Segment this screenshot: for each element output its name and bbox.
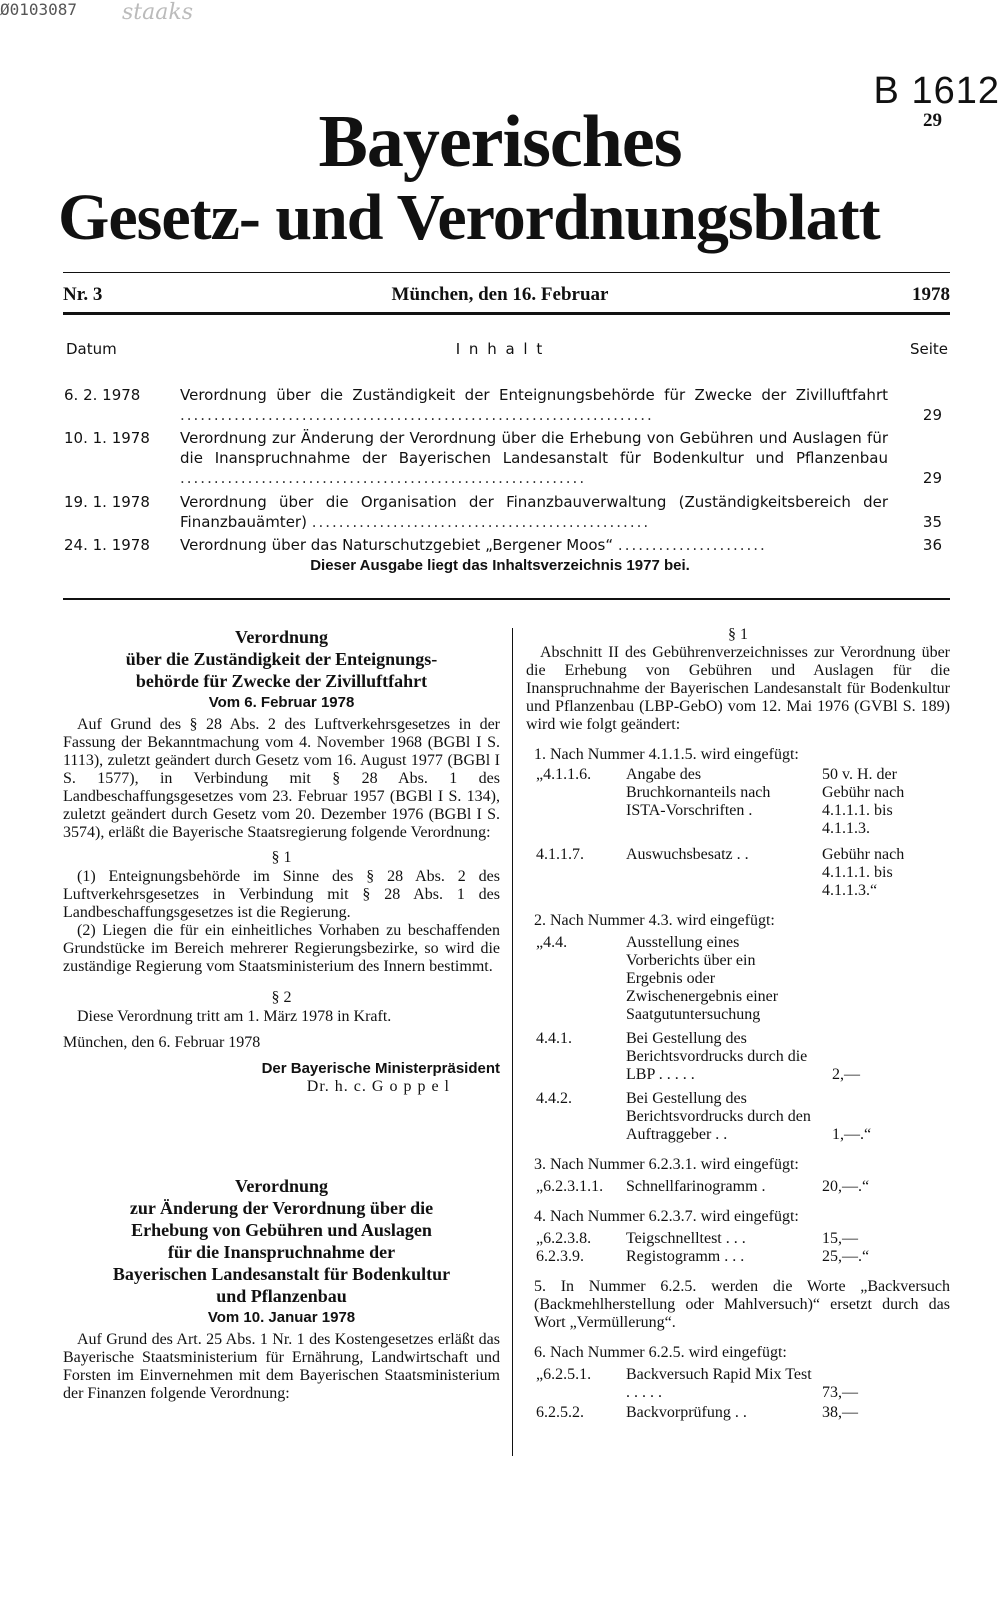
issue-number: Nr. 3 [63, 284, 103, 305]
toc-entry-text: Verordnung zur Änderung der Verordnung über die Erhebung von Gebühren und Auslagen für die Inanspruchnahme der Bayerischen Landesanstalt für Bodenkultur und Pflanzenbau [180, 429, 888, 467]
toc-entry-link[interactable] [180, 385, 888, 425]
reg2-title: und Pflanzenbau [216, 1286, 347, 1306]
handwritten-note: staaks [122, 0, 193, 25]
toc-col-date: Datum [66, 340, 117, 358]
amend-section-1: § 1 [728, 626, 748, 643]
toc-date: 24. 1. 1978 [64, 536, 150, 554]
amend-intro: Abschnitt II des Gebührenverzeichnisses zur Verordnung über die Erhebung von Gebühren und Auslagen für die Inanspruchnahme der Bayerischen Landesanstalt für Bodenkultur und Pflanzenbau (LBP-GebO) vom 12. Mai 1976 (GVBl S. 189) wird wie folgt geändert: [526, 644, 950, 733]
fee-number: „6.2.3.8. [536, 1230, 592, 1247]
fee-number: „4.4. [536, 934, 568, 951]
archive-stamp: Ø0103087 [0, 0, 78, 19]
page-number: 29 [923, 110, 942, 131]
reg2-title: Verordnung [234, 1176, 329, 1196]
reg2-title: Bayerischen Landesanstalt für Bodenkultur [112, 1264, 451, 1284]
masthead-line1: Bayerisches [318, 101, 682, 183]
header-rule-bottom [63, 312, 950, 315]
fee-amount: 25,—.“ [822, 1248, 870, 1265]
reg1-section-1: § 1 [271, 849, 292, 866]
reg2-title: Erhebung von Gebühren und Auslagen [131, 1220, 432, 1240]
reg2-title: zur Änderung der Verordnung über die [129, 1198, 434, 1218]
fee-description: Registogramm . . . [626, 1248, 745, 1265]
amend-table [536, 1178, 932, 1196]
amend-item: 6. Nach Nummer 6.2.5. wird eingefügt: [534, 1344, 787, 1361]
toc-leader: ...................................................................... [180, 406, 654, 424]
toc-leader: ...................... [617, 536, 767, 554]
amend-table [536, 1230, 932, 1266]
fee-amount: 20,—.“ [822, 1178, 870, 1195]
fee-description: Backvorprüfung . . [626, 1404, 747, 1421]
fee-amendments [526, 626, 950, 1422]
reg1-paragraph: (2) Liegen die für ein einheitliches Vorhaben zu beschaffenden Grundstücke im Bereich mehrerer Regierungsbezirke, so wird die zuständige Regierung vom Staatsministerium des Innern bestimmt. [63, 922, 500, 975]
toc-leader: .................................................. [311, 513, 651, 531]
toc-entry-text: Verordnung über das Naturschutzgebiet „Bergener Moos“ [180, 536, 614, 554]
toc-entry-text: Verordnung über die Zuständigkeit der Enteignungsbehörde für Zwecke der Zivilluftfahrt [180, 386, 888, 404]
fee-description: Backversuch Rapid Mix Test . . . . . [626, 1366, 812, 1401]
regulation-aviation [63, 626, 500, 1096]
reg1-signer: Dr. h. c. G o p p e l [306, 1078, 450, 1095]
header-rule-top [63, 272, 950, 273]
fee-number: 4.4.1. [536, 1030, 572, 1047]
toc-entry-text: Verordnung über die Organisation der Finanzbauverwaltung (Zuständigkeitsbereich der Finanzbauämter) [180, 493, 888, 531]
fee-description: Ausstellung eines Vorberichts über ein Ergebnis oder Zwischenergebnis einer Saatgutuntersuchung [626, 934, 779, 1023]
fee-amount: 73,— [822, 1384, 858, 1401]
supplement-notice: Dieser Ausgabe liegt das Inhaltsverzeichnis 1977 bei. [310, 557, 690, 574]
issue-place-date: München, den 16. Februar [391, 284, 609, 305]
reg1-paragraph: (1) Enteignungsbehörde im Sinne des § 28 Abs. 2 des Luftverkehrsgesetzes in Verbindung mit § 28 Abs. 1 des Landbeschaffungsgesetzes ist die Regierung. [63, 868, 500, 921]
reg2-preamble: Auf Grund des Art. 25 Abs. 1 Nr. 1 des Kostengesetzes erläßt das Bayerische Staatsministerium für Ernährung, Landwirtschaft und Forsten im Einvernehmen mit dem Bayerischen Staatsministerium der Finanzen folgende Verordnung: [63, 1331, 500, 1402]
toc-page: 29 [922, 406, 942, 424]
reg1-title: behörde für Zwecke der Zivilluftfahrt [135, 671, 428, 691]
fee-number: „4.1.1.6. [536, 766, 592, 783]
amend-item: 1. Nach Nummer 4.1.1.5. wird eingefügt: [534, 746, 799, 763]
toc-entry-link[interactable] [180, 492, 888, 532]
reg1-title: Verordnung [234, 627, 329, 647]
fee-amount: 15,— [822, 1230, 858, 1247]
fee-number: 4.4.2. [536, 1090, 572, 1107]
fee-number: 6.2.3.9. [536, 1248, 584, 1265]
issue-year: 1978 [912, 284, 950, 305]
fee-number: „6.2.3.1.1. [536, 1178, 604, 1195]
reg1-section-2: § 2 [271, 989, 292, 1006]
toc-date: 19. 1. 1978 [64, 493, 150, 511]
reg2-title: für die Inanspruchnahme der [167, 1242, 396, 1262]
reg2-date: Vom 10. Januar 1978 [207, 1309, 356, 1326]
toc-page: 36 [922, 536, 942, 554]
fee-description: Angabe des Bruchkornanteils nach ISTA-Vorschriften . [626, 766, 771, 819]
column-divider [512, 628, 513, 1456]
toc-entry-link[interactable] [180, 535, 888, 555]
regulation-fees [63, 1175, 500, 1403]
fee-number: „6.2.5.1. [536, 1366, 592, 1383]
fee-description: Teigschnelltest . . . [626, 1230, 746, 1247]
fee-amount: 1,—.“ [832, 1126, 872, 1143]
fee-number: 6.2.5.2. [536, 1404, 584, 1421]
reg1-signer-title: Der Bayerische Ministerpräsident [261, 1060, 500, 1077]
toc-date: 6. 2. 1978 [64, 386, 141, 404]
masthead-line2: Gesetz- und Verordnungsblatt [58, 181, 880, 254]
toc-date: 10. 1. 1978 [64, 429, 150, 447]
toc-col-content: I n h a l t [455, 340, 545, 358]
amend-item: 4. Nach Nummer 6.2.3.7. wird eingefügt: [534, 1208, 799, 1225]
amend-table [536, 1366, 932, 1422]
reg1-place-date: München, den 6. Februar 1978 [63, 1034, 261, 1051]
toc-page: 29 [922, 469, 942, 487]
amend-item: 3. Nach Nummer 6.2.3.1. wird eingefügt: [534, 1156, 799, 1173]
fee-description: Bei Gestellung des Berichtsvordrucks durch den Auftraggeber . . [626, 1090, 811, 1143]
fee-amount: 50 v. H. der Gebühr nach 4.1.1.1. bis 4.1.1.3. [822, 766, 905, 837]
amend-item: 2. Nach Nummer 4.3. wird eingefügt: [534, 912, 775, 929]
fee-description: Bei Gestellung des Berichtsvordrucks durch die LBP . . . . . [626, 1030, 808, 1083]
amend-table [536, 766, 932, 900]
fee-description: Schnellfarinogramm . [626, 1178, 766, 1195]
fee-amount: 38,— [822, 1404, 858, 1421]
toc-page: 35 [922, 513, 942, 531]
fee-description: Auswuchsbesatz . . [626, 846, 749, 863]
fee-amount: Gebühr nach 4.1.1.1. bis 4.1.1.3.“ [822, 846, 905, 899]
amend-item: 5. In Nummer 6.2.5. werden die Worte „Backversuch (Backmehlherstellung oder Mahlversuch)“ ersetzt durch das Wort „Vermüllerung“. [534, 1278, 950, 1331]
toc-leader: ............................................................ [180, 469, 587, 487]
fee-amount [812, 934, 932, 1024]
toc-col-page: Seite [909, 340, 948, 358]
amend-table [536, 934, 932, 1144]
reg1-paragraph: Diese Verordnung tritt am 1. März 1978 in Kraft. [77, 1008, 392, 1025]
reg1-preamble: Auf Grund des § 28 Abs. 2 des Luftverkehrsgesetzes in der Fassung der Bekanntmachung vom 4. November 1968 (BGBl I S. 1113), zuletzt geändert durch Gesetz vom 16. August 1977 (BGBl I S. 1577), in Verbindung mit § 28 Abs. 1 des Landbeschaffungsgesetzes vom 23. Februar 1957 (BGBl I S. 134), zuletzt geändert durch Gesetz vom 20. Dezember 1976 (BGBl I S. 3574), erläßt die Bayerische Staatsregierung folgende Verordnung: [63, 716, 500, 841]
fee-amount: 2,— [832, 1066, 860, 1083]
fee-number: 4.1.1.7. [536, 846, 584, 863]
reg1-title: über die Zuständigkeit der Enteignungs- [125, 649, 438, 669]
toc-rule [63, 598, 950, 600]
toc-entry-link[interactable] [180, 428, 888, 488]
reg1-date: Vom 6. Februar 1978 [208, 694, 355, 711]
publication-code: B 1612 [873, 70, 1000, 112]
